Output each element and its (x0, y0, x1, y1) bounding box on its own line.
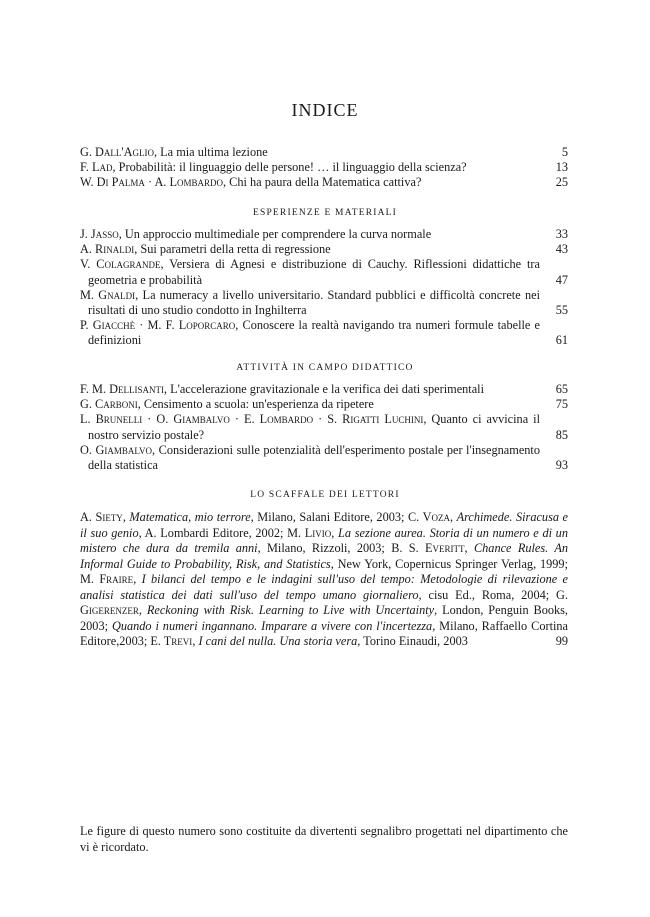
toc-entry[interactable] (80, 397, 568, 412)
scaffale-entry[interactable] (80, 510, 568, 650)
entry-title: , La mia ultima lezione (154, 145, 268, 159)
entry-title: , L'accelerazione gravitazionale e la verifica dei dati sperimentali (163, 382, 485, 396)
toc-entry[interactable] (80, 145, 568, 160)
entry-title: , Sui parametri della retta di regressione (134, 242, 331, 257)
book-author: G. Gigerenzer (80, 587, 568, 617)
toc-entry[interactable] (80, 257, 568, 287)
toc-group-attivita (80, 382, 568, 473)
toc-entry[interactable] (80, 242, 568, 257)
entry-author: A. Rinaldi (80, 242, 135, 257)
book-details: , (133, 572, 142, 586)
book-details: , (138, 603, 147, 617)
entry-page: 85 (555, 427, 568, 442)
toc-entry[interactable] (80, 227, 568, 242)
entry-page: 99 (555, 634, 568, 648)
entry-author: O. Giambalvo (80, 442, 153, 457)
entry-page: 65 (555, 382, 568, 396)
entry-title: , Quanto ci avvicina il nostro servizio postale? (88, 412, 540, 442)
toc-entry[interactable] (80, 443, 568, 473)
entry-author: G. Carboni (80, 397, 138, 412)
book-details: , Milano, Rizzoli, 2003; (257, 541, 392, 555)
book-details: , Milano, Salani Editore, 2003; (250, 510, 408, 524)
toc-group-esperienze (80, 227, 568, 349)
book-title: I cani del nulla. Una storia vera (198, 634, 358, 648)
book-title: Archimede. Siracusa e il suo genio (80, 510, 568, 540)
page-title: INDICE (291, 100, 359, 120)
entry-page: 75 (555, 397, 568, 412)
toc-entry[interactable] (80, 382, 568, 397)
book-details: , New York, Copernicus Springer Verlag, 1999; (330, 556, 568, 571)
entry-page: 25 (555, 175, 568, 190)
book-details: , cisu Ed., Roma, 2004; (418, 587, 557, 602)
entry-title: , Versiera di Agnesi e distribuzione di Cauchy. Riflessioni didattiche tra geometria e probabilità (88, 257, 540, 287)
book-title: Chance Rules. An Informal Guide to Probability, Risk, and Statistics (80, 541, 569, 571)
entry-title: , Probabilità: il linguaggio delle persone! … il linguaggio della scienza? (112, 160, 467, 175)
book-title: Quando i numeri ingannano. Imparare a vivere con l'incertezza (111, 618, 433, 633)
entry-page: 61 (555, 333, 568, 348)
footnote: Le figure di questo numero sono costituite da divertenti segnalibro progettati nel dipartimento che vi è ricordato. (80, 824, 568, 854)
entry-title: , Considerazioni sulle potenzialità dell'esperimento postale per l'insegnamento della statistica (88, 442, 540, 473)
book-author: E. Trevi (150, 634, 193, 648)
section-heading-esperienze: ESPERIENZE E MATERIALI (252, 208, 398, 218)
section-heading-attivita: ATTIVITÀ IN CAMPO DIDATTICO (236, 363, 414, 373)
book-details: , (331, 525, 339, 540)
section-heading-scaffale: LO SCAFFALE DEI LETTORI (250, 490, 400, 500)
entry-page: 47 (555, 272, 568, 287)
entry-author: J. Jasso (80, 227, 119, 241)
book-details: , (122, 510, 130, 524)
entry-author: G. Dall'Aglio (80, 145, 154, 159)
entry-page: 33 (555, 227, 568, 241)
entry-page: 55 (555, 303, 568, 318)
book-author: M. Livio (287, 525, 332, 540)
toc-entry[interactable] (80, 318, 568, 348)
book-title: I bilanci del tempo e le indagini sull'uso del tempo: Metodologie di rilevazione e analisi statistica dei dati sull'uso del tempo umano giornaliero (80, 572, 568, 602)
book-details: , (464, 541, 474, 555)
book-title: Matematica, mio terrore (129, 510, 251, 524)
book-author: B. S. Everitt (391, 541, 465, 555)
book-details: , A. Lombardi Editore, 2002; (138, 525, 288, 540)
entry-author: P. Giacchè · M. F. Loporcaro (80, 318, 236, 333)
toc-entry[interactable] (80, 175, 568, 190)
entry-title: , Chi ha paura della Matematica cattiva? (223, 175, 422, 190)
entry-title: , Conoscere la realtà navigando tra numeri formule tabelle e definizioni (88, 318, 540, 348)
book-author: C. Voza (407, 510, 450, 524)
entry-title: , Un approccio multimediale per comprendere la curva normale (118, 227, 432, 241)
entry-page: 93 (555, 458, 568, 473)
toc-entry[interactable] (80, 160, 568, 175)
book-details: , (192, 634, 199, 648)
book-title: Reckoning with Risk. Learning to Live with Uncertainty (146, 603, 435, 617)
entry-page: 5 (561, 145, 568, 159)
entry-title: , Censimento a scuola: un'esperienza da ripetere (137, 397, 374, 412)
book-details: , (449, 510, 457, 524)
entry-title: , La numeracy a livello universitario. Standard pubblici e difficoltà concrete nei risultati di uno studio condotto in Inghilterra (88, 287, 540, 318)
entry-author: W. Di Palma · A. Lombardo (80, 175, 224, 190)
book-details: , London, Penguin Books, 2003; (80, 603, 568, 633)
book-details: , Torino Einaudi, 2003 (357, 634, 468, 648)
entry-author: M. Gnaldi (80, 287, 136, 302)
entry-author: F. Lad (80, 160, 113, 175)
toc-entry[interactable] (80, 412, 568, 442)
toc-entry[interactable] (80, 288, 568, 318)
scaffale-text (80, 510, 568, 650)
entry-author: V. Colagrande (80, 257, 161, 272)
toc-group-main (80, 145, 568, 191)
entry-page: 43 (555, 242, 568, 257)
book-title: La sezione aurea. Storia di un numero e di un mistero che dura da tremila anni (80, 525, 568, 555)
book-details: , Milano, Raffaello Cortina Editore,2003; (80, 618, 569, 648)
book-author: M. Fraire (80, 572, 134, 586)
entry-author: L. Brunelli · O. Giambalvo · E. Lombardo · S. Rigatti Luchini (80, 412, 424, 427)
entry-author: F. M. Dellisanti (80, 382, 164, 396)
book-author: A. Siety (80, 510, 123, 524)
entry-page: 13 (555, 160, 568, 175)
